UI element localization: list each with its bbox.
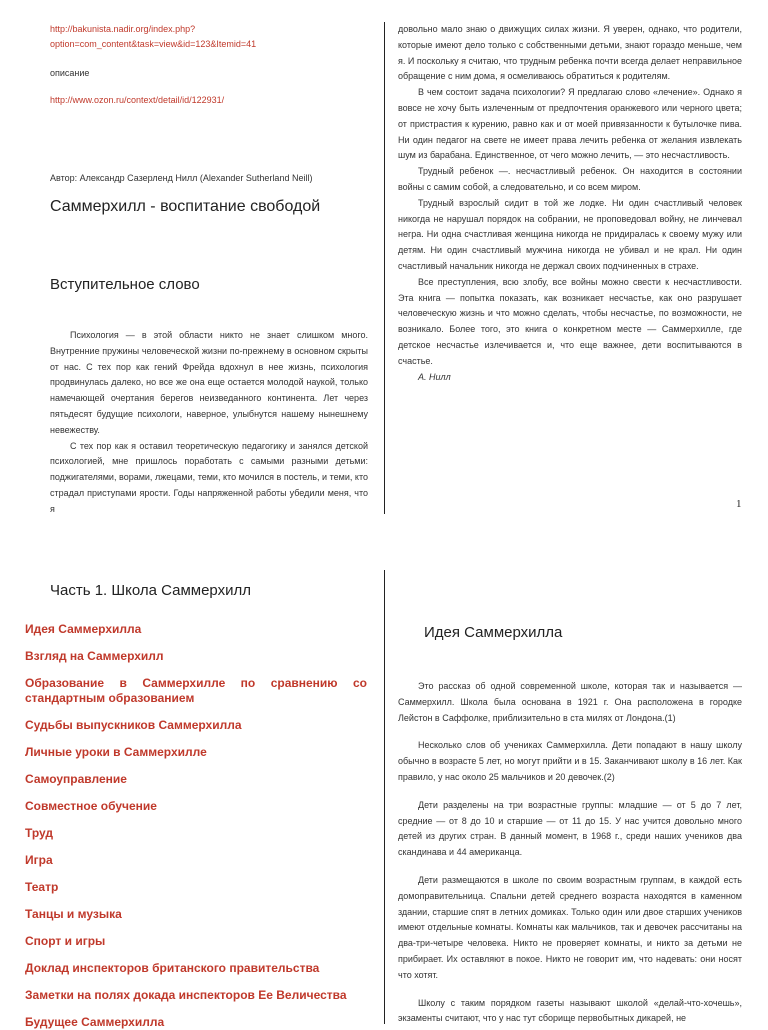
toc-item[interactable]: Танцы и музыка [25, 907, 122, 921]
part-title: Часть 1. Школа Саммерхилл [50, 582, 251, 599]
toc-item[interactable]: Самоуправление [25, 772, 127, 786]
column-divider [384, 570, 385, 1024]
toc-item[interactable]: Идея Саммерхилла [25, 622, 142, 636]
continued-paragraph: довольно мало знаю о движущих силах жизни. Я уверен, однако, что родители, которые имеют дело только с собственными детьми, знают гораздо меньше, чем я. И поскольку я считаю, что трудным ребенка почти всегда делает неправильное обращение с ним дома, я осмеливаюсь обратиться к родителям. [398, 24, 742, 82]
chapter-paragraph-1: Это рассказ об одной современной школе, которая так и называется — Саммерхилл. Школа была основана в 1921 г. Она расположена в городке Лейстон в Саффолке, приблизительно в ста милях от Лондона.(1) [398, 681, 742, 723]
paragraph-difficult-adult: Трудный взрослый сидит в той же лодке. Ни один счастливый человек никогда не нарушал порядок на собрании, не проповедовал войну, не линчевал негра. Ни одна счастливая женщина никогда не придиралась к своему мужу или детям. Ни один счастливый мужчина никогда не убивал и не крал. Ни один счастливый начальник никогда не держал своих подчиненных в страхе. [398, 197, 742, 271]
intro-paragraph-2: С тех пор как я оставил теоретическую педагогику и занялся детской психологией, мне пришлось поработать с самыми разными детьми: поджигателями, ворами, лжецами, теми, кто мочился в постель, и теми, кто страдал приступами ярости. Годы напряженной работы убедили меня, что я [50, 440, 368, 514]
paragraph-difficult-child: Трудный ребенок —. несчастливый ребенок. Он находится в состоянии войны с самим собой, а следовательно, и со всем миром. [398, 166, 742, 192]
chapter-heading: Идея Саммерхилла [424, 624, 563, 641]
toc-item[interactable]: Доклад инспекторов британского правительства [25, 961, 320, 975]
toc-item[interactable]: Взгляд на Саммерхилл [25, 649, 164, 663]
author-line: Автор: Александр Сазерленд Нилл (Alexander Sutherland Neill) [50, 173, 313, 183]
toc-item[interactable]: Совместное обучение [25, 799, 157, 813]
toc-item[interactable]: Труд [25, 826, 54, 840]
author-signature: А. Нилл [418, 371, 451, 382]
toc-item[interactable]: Будущее Саммерхилла [25, 1015, 165, 1029]
toc-item[interactable]: Театр [25, 880, 59, 894]
chapter-paragraph-5: Школу с таким порядком газеты называют школой «делай-что-хочешь», экзаменты считают, что у нас тут сборище первобытных дикарей, не [398, 997, 742, 1024]
right-column [398, 22, 742, 385]
toc-item[interactable]: Образование в Саммерхилле по сравнению со стандартным образованием [25, 676, 367, 705]
toc-item[interactable]: Заметки на полях докада инспекторов Ее Величества [25, 988, 347, 1002]
right-column [398, 624, 742, 1027]
description-label: описание [50, 68, 90, 78]
toc-item[interactable]: Игра [25, 853, 53, 867]
left-column [50, 582, 368, 599]
source-link[interactable]: http://bakunista.nadir.org/index.php?option=com_content&task=view&id=123&Itemid=41 [50, 24, 257, 49]
table-of-contents [25, 622, 367, 1030]
document-page-2 [0, 560, 768, 1029]
paragraph-crimes: Все преступления, всю злобу, все войны можно свести к несчастливости. Эта книга — попытка показать, как возникает несчастье, как оно разрушает человеческую жизнь и что можно сделать, чтобы несчастье, по возможности, не возникало. Более того, это книга о конкретном месте — Саммерхилле, где детское несчастье излечивается и, что еще важнее, дети воспитываются в счастье. [398, 276, 742, 366]
intro-heading: Вступительное слово [50, 276, 200, 293]
intro-paragraph-1: Психология — в этой области никто не знает слишком много. Внутренние пружины человеческой жизни по-прежнему в основном скрыты от нас. С тех пор как гений Фрейда вдохнул в нее жизнь, психология продвинулась далеко, но все же она еще остается молодой наукой, только намечающей очертания берегов неизведанного континента. Лет через пятьдесят будущие психологи, наверное, улыбнутся нашему нынешнему невежеству. [50, 330, 368, 435]
chapter-paragraph-4: Дети размещаются в школе по своим возрастным группам, в каждой есть домоправительница. Спальни детей среднего возраста находятся в каменном здании, старшие спят в летних домиках. Только один или двое старших учеников имеют отдельные комнаты. Комнаты как мальчиков, так и девочек рассчитаны на два-три-четыре человека. Никто не проверяет комнаты, и никто за детьми не прибирает. Их оставляют в покое. Никто не говорит им, что надевать: они носят что хотят. [398, 874, 742, 980]
ozon-link[interactable]: http://www.ozon.ru/context/detail/id/122931/ [50, 95, 225, 105]
left-column [50, 22, 368, 518]
paragraph-psychology-task: В чем состоит задача психологии? Я предлагаю слово «лечение». Однако я вовсе не хочу быть излеченным от предпочтения оранжевого или черного цвета; от пристрастия к курению, равно как и от моей привязанности к бутылочке пива. Ни один педагог на свете не имеет права лечить ребенка от желания извлекать шум из барабана. Единственное, от чего можно лечить, — это несчастливость. [398, 87, 742, 161]
toc-item[interactable]: Спорт и игры [25, 934, 106, 948]
toc-item[interactable]: Личные уроки в Саммерхилле [25, 745, 207, 759]
book-title: Саммерхилл - воспитание свободой [50, 198, 321, 215]
chapter-paragraph-2: Несколько слов об учениках Саммерхилла. Дети попадают в нашу школу обычно в возрасте 5 лет, но могут прийти и в 15. Заканчивают школу в 16 лет. Как правило, у нас около 25 мальчиков и 20 девочек.(2) [398, 740, 742, 782]
toc-item[interactable]: Судьбы выпускников Саммерхилла [25, 718, 242, 732]
chapter-paragraph-3: Дети разделены на три возрастные группы: младшие — от 5 до 7 лет, средние — от 8 до 10 и старшие — от 11 до 15. У нас учится довольно много детей из других стран. В данный момент, в 1968 г., среди наших учеников два скандинава и 44 американца. [398, 799, 742, 858]
column-divider [384, 22, 385, 514]
page-gap [0, 530, 768, 560]
page-number: 1 [736, 498, 742, 510]
